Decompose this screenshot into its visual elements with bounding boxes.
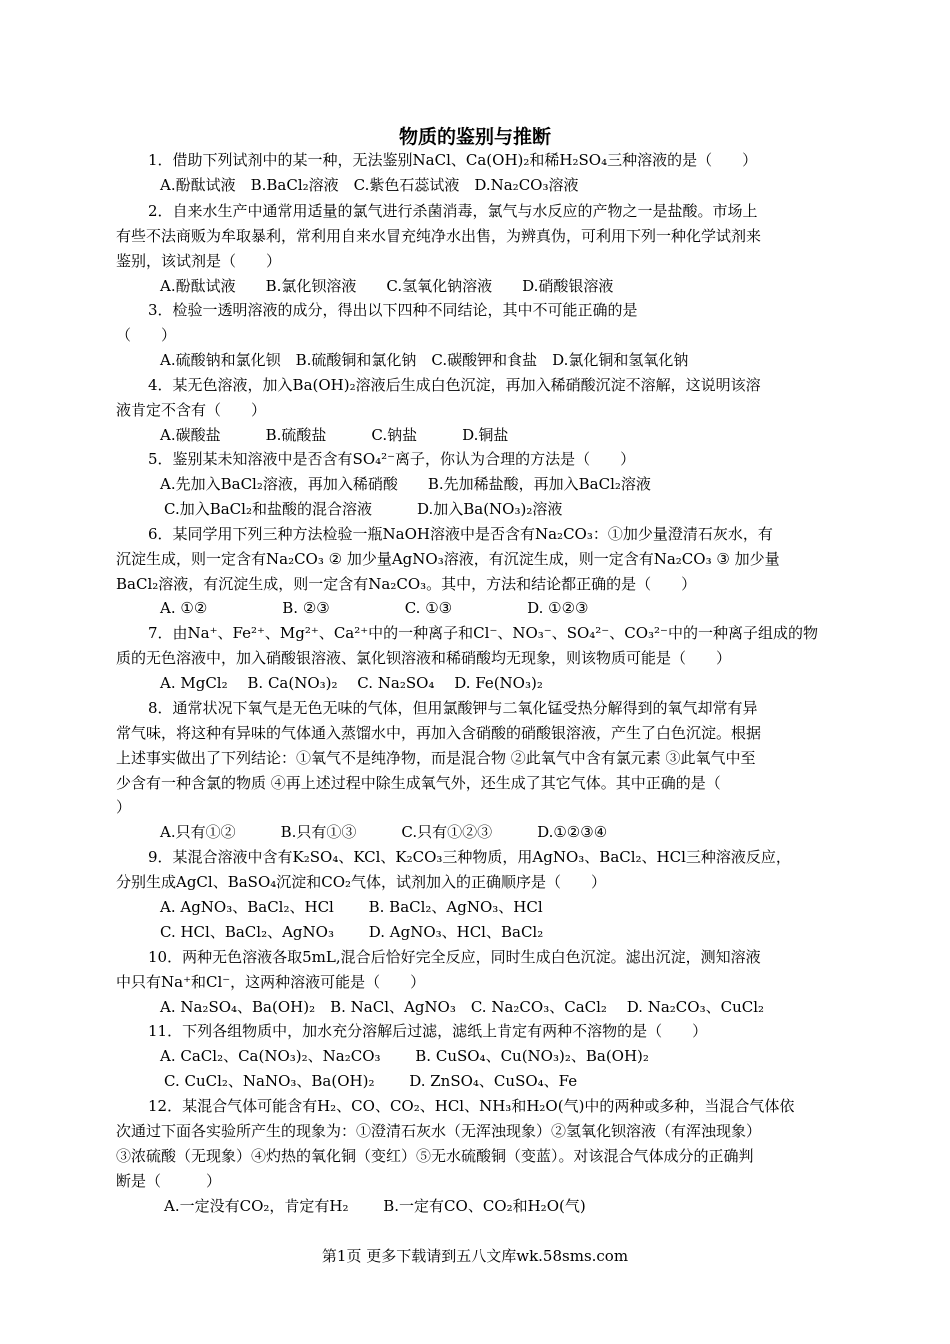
q10-stem-line: 10．两种无色溶液各取5mL,混合后恰好完全反应，同时生成白色沉淀。滤出沉淀，测知溶液 xyxy=(148,948,761,966)
q8-stem-line: 少含有一种含氯的物质 ④再上述过程中除生成氧气外，还生成了其它气体。其中正确的是（ xyxy=(116,774,721,792)
q8-stem-line: 上述事实做出了下列结论：①氧气不是纯净物，而是混合物 ②此氧气中含有氯元素 ③此氧气中至 xyxy=(116,749,756,767)
q7-stem-line: 质的无色溶液中，加入硝酸银溶液、氯化钡溶液和稀硝酸均无现象，则该物质可能是（ ） xyxy=(116,649,732,667)
q9-stem-line: 9．某混合溶液中含有K₂SO₄、KCl、K₂CO₃三种物质，用AgNO₃、BaCl₂、HCl三种溶液反应， xyxy=(148,848,791,866)
q11-options: A. CaCl₂、Ca(NO₃)₂、Na₂CO₃ B. CuSO₄、Cu(NO₃)₂、Ba(OH)₂ xyxy=(160,1047,649,1065)
q6-stem-line: BaCl₂溶液，有沉淀生成，则一定含有Na₂CO₃。其中，方法和结论都正确的是（ ） xyxy=(116,575,697,593)
q2-stem-line: 2．自来水生产中通常用适量的氯气进行杀菌消毒，氯气与水反应的产物之一是盐酸。市场上 xyxy=(148,202,758,220)
q4-options: A.碳酸盐 B.硫酸盐 C.钠盐 D.铜盐 xyxy=(160,426,509,444)
q12-stem-line: 12．某混合气体可能含有H₂、CO、CO₂、HCl、NH₃和H₂O(气)中的两种或多种，当混合气体依 xyxy=(148,1097,795,1115)
q12-stem-line: ③浓硫酸（无现象）④灼热的氧化铜（变红）⑤无水硫酸铜（变蓝）。对该混合气体成分的正确判 xyxy=(116,1147,754,1165)
q11-options: C. CuCl₂、NaNO₃、Ba(OH)₂ D. ZnSO₄、CuSO₄、Fe xyxy=(164,1072,578,1090)
q3-stem-line: （ ） xyxy=(116,326,177,344)
q6-stem-line: 沉淀生成，则一定含有Na₂CO₃ ② 加少量AgNO₃溶液，有沉淀生成，则一定含有Na₂CO₃ ③ 加少量 xyxy=(116,550,780,568)
q7-options: A. MgCl₂ B. Ca(NO₃)₂ C. Na₂SO₄ D. Fe(NO₃)₂ xyxy=(160,674,543,692)
q2-options: A.酚酞试液 B.氯化钡溶液 C.氢氧化钠溶液 D.硝酸银溶液 xyxy=(160,277,614,295)
q6-options: A. ①② B. ②③ C. ①③ D. ①②③ xyxy=(160,599,589,617)
q5-options: C.加入BaCl₂和盐酸的混合溶液 D.加入Ba(NO₃)₂溶液 xyxy=(164,500,563,518)
q8-options: A.只有①② B.只有①③ C.只有①②③ D.①②③④ xyxy=(160,823,608,841)
q7-stem-line: 7．由Na⁺、Fe²⁺、Mg²⁺、Ca²⁺中的一种离子和Cl⁻、NO₃⁻、SO₄²⁻、CO₃²⁻中的一种离子组成的物 xyxy=(148,624,818,642)
q5-options: A.先加入BaCl₂溶液，再加入稀硝酸 B.先加稀盐酸，再加入BaCl₂溶液 xyxy=(160,475,651,493)
q8-stem-line: 8．通常状况下氧气是无色无味的气体，但用氯酸钾与二氧化锰受热分解得到的氧气却常有异 xyxy=(148,699,758,717)
q1-options: A.酚酞试液 B.BaCl₂溶液 C.紫色石蕊试液 D.Na₂CO₃溶液 xyxy=(160,176,579,194)
page-footer: 第1页 更多下载请到五八文库wk.58sms.com xyxy=(321,1247,629,1265)
q4-stem-line: 液肯定不含有（ ） xyxy=(116,401,267,419)
q9-options: C. HCl、BaCl₂、AgNO₃ D. AgNO₃、HCl、BaCl₂ xyxy=(160,923,544,941)
q2-stem-line: 有些不法商贩为牟取暴利，常利用自来水冒充纯净水出售，为辨真伪，可利用下列一种化学试剂来 xyxy=(116,227,762,245)
q10-stem-line: 中只有Na⁺和Cl⁻，这两种溶液可能是（ ） xyxy=(116,973,426,991)
q12-stem-line: 次通过下面各实验所产生的现象为：①澄清石灰水（无浑浊现象）②氢氧化钡溶液（有浑浊现象） xyxy=(116,1122,762,1140)
q2-stem-line: 鉴别，该试剂是（ ） xyxy=(116,252,282,270)
q9-stem-line: 分别生成AgCl、BaSO₄沉淀和CO₂气体，试剂加入的正确顺序是（ ） xyxy=(116,873,607,891)
q8-stem-line: 常气味，将这种有异味的气体通入蒸馏水中，再加入含硝酸的硝酸银溶液，产生了白色沉淀。根据 xyxy=(116,724,762,742)
q12-options: A.一定没有CO₂，肯定有H₂ B.一定有CO、CO₂和H₂O(气) xyxy=(164,1197,586,1215)
q12-stem-line: 断是（ ） xyxy=(116,1172,222,1190)
q5-stem-line: 5．鉴别某未知溶液中是否含有SO₄²⁻离子，你认为合理的方法是（ ） xyxy=(148,450,636,468)
q6-stem-line: 6．某同学用下列三种方法检验一瓶NaOH溶液中是否含有Na₂CO₃：①加少量澄清石灰水，有 xyxy=(148,525,773,543)
q1-stem-line: 1．借助下列试剂中的某一种，无法鉴别NaCl、Ca(OH)₂和稀H₂SO₄三种溶液的是（ ） xyxy=(148,151,758,169)
page-title: 物质的鉴别与推断 xyxy=(398,126,551,148)
q10-options: A. Na₂SO₄、Ba(OH)₂ B. NaCl、AgNO₃ C. Na₂CO₃、CaCl₂ D. Na₂CO₃、CuCl₂ xyxy=(160,998,765,1016)
q3-options: A.硫酸钠和氯化钡 B.硫酸铜和氯化钠 C.碳酸钾和食盐 D.氯化铜和氢氧化钠 xyxy=(160,351,689,369)
q11-stem-line: 11．下列各组物质中，加水充分溶解后过滤，滤纸上肯定有两种不溶物的是（ ） xyxy=(148,1022,708,1040)
q8-stem-line: ） xyxy=(116,798,132,816)
q9-options: A. AgNO₃、BaCl₂、HCl B. BaCl₂、AgNO₃、HCl xyxy=(160,898,543,916)
q4-stem-line: 4．某无色溶液，加入Ba(OH)₂溶液后生成白色沉淀，再加入稀硝酸沉淀不溶解，这说明该溶 xyxy=(148,376,761,394)
q3-stem-line: 3．检验一透明溶液的成分，得出以下四种不同结论，其中不可能正确的是 xyxy=(148,301,638,319)
